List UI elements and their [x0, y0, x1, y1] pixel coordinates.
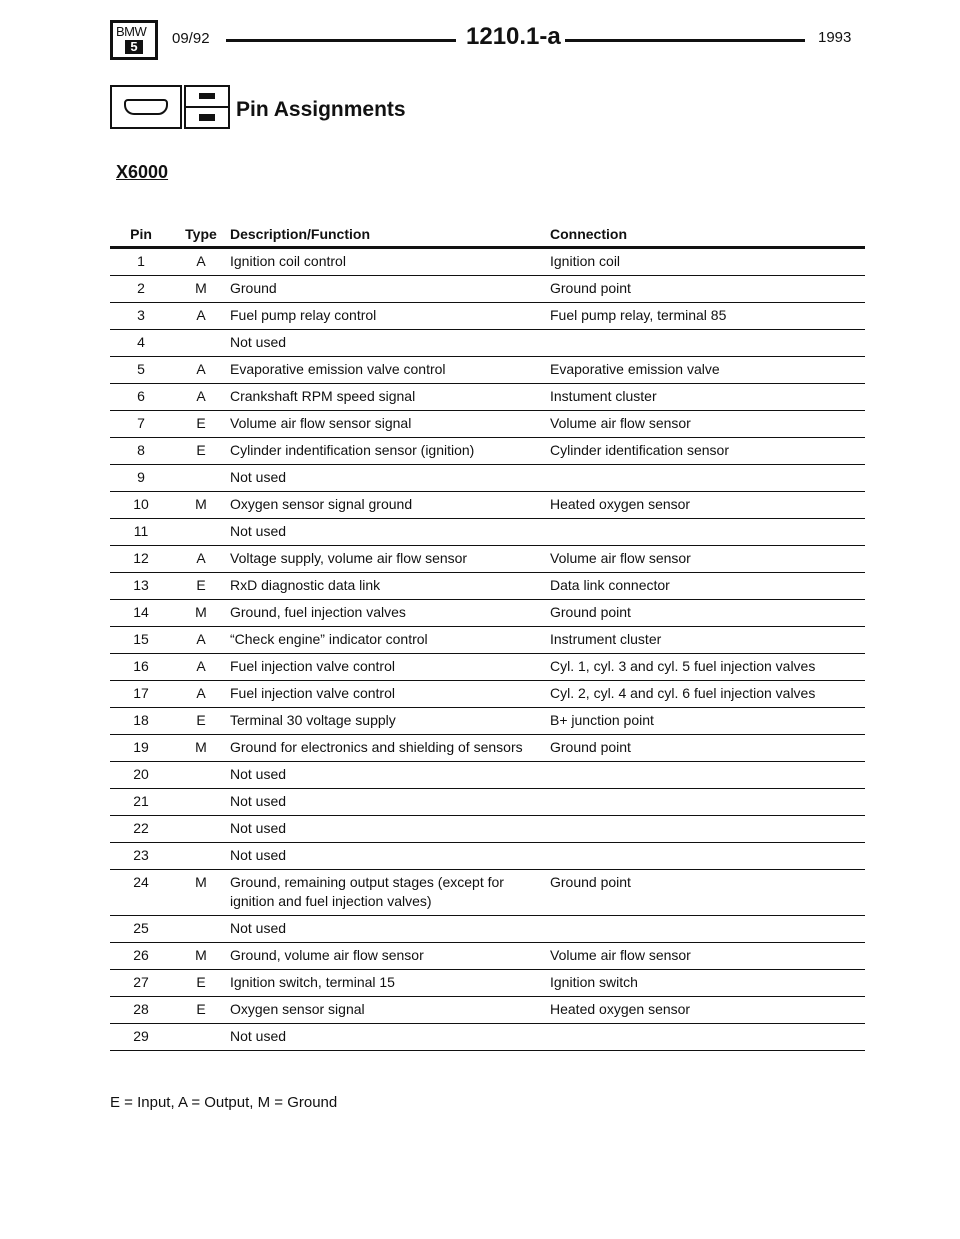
cell-connection: Ignition coil	[550, 248, 865, 276]
connector-icon	[110, 85, 182, 129]
cell-type: A	[172, 384, 230, 411]
cell-type: E	[172, 997, 230, 1024]
table-row	[110, 708, 865, 735]
table-row	[110, 997, 865, 1024]
table-row	[110, 357, 865, 384]
cell-connection	[550, 816, 865, 843]
cell-description: Fuel injection valve control	[230, 654, 550, 681]
cell-description: Voltage supply, volume air flow sensor	[230, 546, 550, 573]
cell-type: E	[172, 573, 230, 600]
cell-description: Not used	[230, 330, 550, 357]
cell-pin: 13	[110, 573, 172, 600]
cell-pin: 3	[110, 303, 172, 330]
cell-type: A	[172, 681, 230, 708]
cell-connection: Cyl. 1, cyl. 3 and cyl. 5 fuel injection valves	[550, 654, 865, 681]
table-row	[110, 681, 865, 708]
cell-pin: 12	[110, 546, 172, 573]
pin-table-body	[110, 248, 865, 1051]
cell-pin: 4	[110, 330, 172, 357]
cell-pin: 1	[110, 248, 172, 276]
cell-type	[172, 843, 230, 870]
col-header-connection: Connection	[550, 222, 865, 248]
cell-pin: 20	[110, 762, 172, 789]
cell-type	[172, 916, 230, 943]
table-row	[110, 654, 865, 681]
cell-pin: 19	[110, 735, 172, 762]
table-row	[110, 276, 865, 303]
cell-connection: Ground point	[550, 600, 865, 627]
cell-description: Ground for electronics and shielding of sensors	[230, 735, 550, 762]
table-row	[110, 303, 865, 330]
col-header-description: Description/Function	[230, 222, 550, 248]
cell-pin: 26	[110, 943, 172, 970]
cell-type	[172, 330, 230, 357]
type-legend: E = Input, A = Output, M = Ground	[110, 1094, 338, 1111]
cell-description: Not used	[230, 1024, 550, 1051]
cell-type: E	[172, 438, 230, 465]
cell-type: A	[172, 303, 230, 330]
header-section-code: 1210.1-a	[466, 23, 561, 50]
cell-pin: 16	[110, 654, 172, 681]
cell-pin: 15	[110, 627, 172, 654]
cell-description: Oxygen sensor signal ground	[230, 492, 550, 519]
cell-pin: 6	[110, 384, 172, 411]
cell-type: A	[172, 627, 230, 654]
table-row	[110, 411, 865, 438]
cell-description: Oxygen sensor signal	[230, 997, 550, 1024]
cell-connection	[550, 843, 865, 870]
cell-pin: 11	[110, 519, 172, 546]
cell-connection: Ground point	[550, 870, 865, 916]
header-date: 09/92	[172, 30, 210, 47]
col-header-type: Type	[172, 222, 230, 248]
cell-pin: 27	[110, 970, 172, 997]
table-row	[110, 735, 865, 762]
cell-connection: Fuel pump relay, terminal 85	[550, 303, 865, 330]
cell-pin: 17	[110, 681, 172, 708]
cell-description: Terminal 30 voltage supply	[230, 708, 550, 735]
header-rule-right	[565, 39, 805, 42]
cell-connection: Data link connector	[550, 573, 865, 600]
cell-pin: 5	[110, 357, 172, 384]
cell-description: Ground, volume air flow sensor	[230, 943, 550, 970]
cell-description: Cylinder indentification sensor (ignition)	[230, 438, 550, 465]
cell-connection	[550, 330, 865, 357]
cell-description: “Check engine” indicator control	[230, 627, 550, 654]
table-row	[110, 465, 865, 492]
cell-type: M	[172, 943, 230, 970]
cell-type	[172, 1024, 230, 1051]
connector-id: X6000	[116, 162, 169, 182]
header-rule-left	[226, 39, 456, 42]
cell-description: Not used	[230, 465, 550, 492]
cell-type	[172, 519, 230, 546]
cell-description: Ground, remaining output stages (except for ignition and fuel injection valves)	[230, 870, 550, 916]
cell-connection	[550, 1024, 865, 1051]
cell-description: Not used	[230, 816, 550, 843]
cell-type: A	[172, 654, 230, 681]
cell-description: Ground	[230, 276, 550, 303]
table-row	[110, 330, 865, 357]
cell-connection: Cyl. 2, cyl. 4 and cyl. 6 fuel injection valves	[550, 681, 865, 708]
cell-type: M	[172, 600, 230, 627]
table-row	[110, 627, 865, 654]
cell-pin: 22	[110, 816, 172, 843]
page-title: Pin Assignments	[236, 98, 406, 121]
cell-type: A	[172, 546, 230, 573]
cell-type: A	[172, 357, 230, 384]
cell-connection	[550, 789, 865, 816]
table-row	[110, 870, 865, 916]
logo-brand: BMW	[116, 24, 147, 39]
header-year: 1993	[818, 29, 852, 46]
cell-description: RxD diagnostic data link	[230, 573, 550, 600]
cell-description: Not used	[230, 789, 550, 816]
cell-description: Not used	[230, 916, 550, 943]
col-header-pin: Pin	[110, 222, 172, 248]
cell-description: Volume air flow sensor signal	[230, 411, 550, 438]
cell-type: M	[172, 492, 230, 519]
cell-type: E	[172, 411, 230, 438]
cell-connection: Volume air flow sensor	[550, 943, 865, 970]
cell-type: A	[172, 248, 230, 276]
cell-description: Not used	[230, 843, 550, 870]
table-row	[110, 916, 865, 943]
cell-description: Fuel injection valve control	[230, 681, 550, 708]
cell-type: M	[172, 276, 230, 303]
table-row	[110, 789, 865, 816]
table-header-row	[110, 222, 865, 248]
cell-description: Not used	[230, 762, 550, 789]
cell-pin: 14	[110, 600, 172, 627]
table-row	[110, 943, 865, 970]
cell-connection: Evaporative emission valve	[550, 357, 865, 384]
cell-description: Ignition switch, terminal 15	[230, 970, 550, 997]
cell-type	[172, 465, 230, 492]
table-row	[110, 600, 865, 627]
cell-connection: Ground point	[550, 735, 865, 762]
page-header	[110, 18, 865, 60]
cell-connection	[550, 465, 865, 492]
table-row	[110, 492, 865, 519]
pin-table	[110, 222, 865, 1051]
cell-pin: 8	[110, 438, 172, 465]
pin-plug-icon	[184, 85, 230, 129]
cell-description: Crankshaft RPM speed signal	[230, 384, 550, 411]
cell-connection: Ignition switch	[550, 970, 865, 997]
table-row	[110, 970, 865, 997]
cell-pin: 21	[110, 789, 172, 816]
cell-pin: 7	[110, 411, 172, 438]
cell-pin: 18	[110, 708, 172, 735]
cell-pin: 28	[110, 997, 172, 1024]
cell-connection: Volume air flow sensor	[550, 546, 865, 573]
table-row	[110, 573, 865, 600]
table-row	[110, 816, 865, 843]
cell-connection: Heated oxygen sensor	[550, 997, 865, 1024]
cell-type	[172, 816, 230, 843]
cell-connection: B+ junction point	[550, 708, 865, 735]
cell-pin: 10	[110, 492, 172, 519]
cell-type	[172, 762, 230, 789]
cell-connection: Instument cluster	[550, 384, 865, 411]
cell-pin: 9	[110, 465, 172, 492]
cell-type: E	[172, 970, 230, 997]
cell-description: Ignition coil control	[230, 248, 550, 276]
cell-pin: 29	[110, 1024, 172, 1051]
cell-description: Evaporative emission valve control	[230, 357, 550, 384]
bmw-5-series-logo	[110, 20, 158, 60]
cell-connection: Instrument cluster	[550, 627, 865, 654]
cell-connection	[550, 762, 865, 789]
cell-pin: 24	[110, 870, 172, 916]
table-row	[110, 248, 865, 276]
logo-series: 5	[125, 40, 143, 54]
cell-connection: Heated oxygen sensor	[550, 492, 865, 519]
cell-type: M	[172, 870, 230, 916]
cell-pin: 2	[110, 276, 172, 303]
cell-connection	[550, 916, 865, 943]
cell-pin: 25	[110, 916, 172, 943]
cell-connection: Ground point	[550, 276, 865, 303]
cell-pin: 23	[110, 843, 172, 870]
cell-type: E	[172, 708, 230, 735]
cell-description: Fuel pump relay control	[230, 303, 550, 330]
cell-type: M	[172, 735, 230, 762]
table-row	[110, 843, 865, 870]
cell-connection	[550, 519, 865, 546]
table-row	[110, 546, 865, 573]
cell-description: Not used	[230, 519, 550, 546]
table-row	[110, 438, 865, 465]
cell-description: Ground, fuel injection valves	[230, 600, 550, 627]
table-row	[110, 1024, 865, 1051]
table-row	[110, 384, 865, 411]
cell-connection: Cylinder identification sensor	[550, 438, 865, 465]
table-row	[110, 519, 865, 546]
cell-type	[172, 789, 230, 816]
cell-connection: Volume air flow sensor	[550, 411, 865, 438]
table-row	[110, 762, 865, 789]
